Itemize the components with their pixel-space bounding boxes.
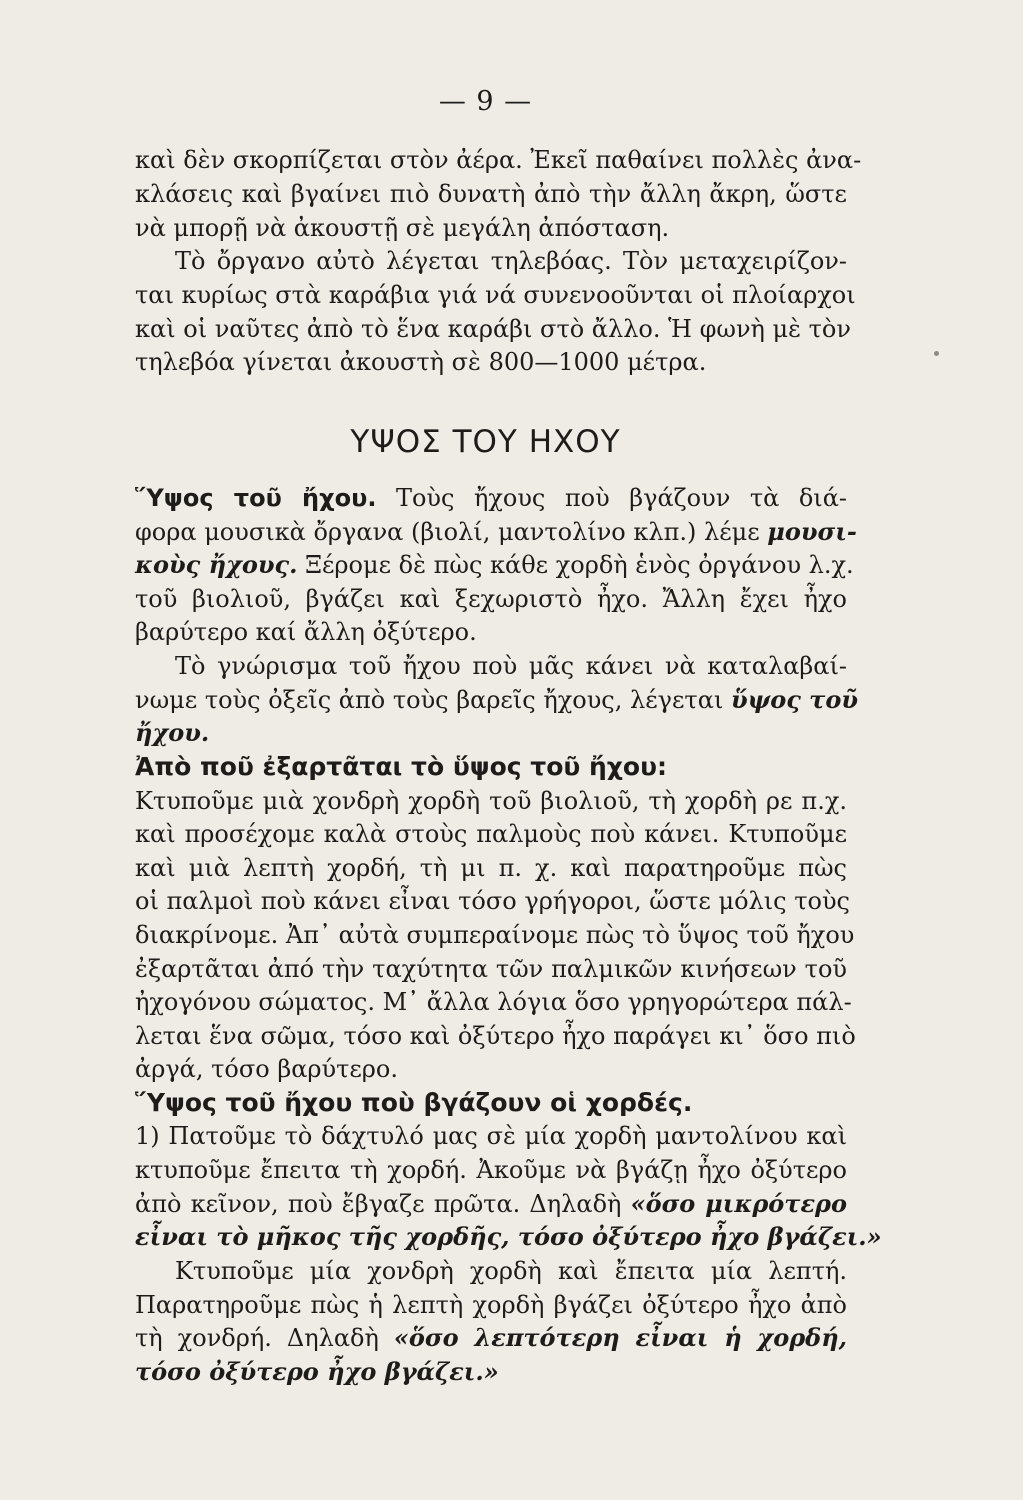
text-line [135, 1323, 847, 1353]
text-line: καὶ προσέχομε καλὰ στοὺς παλμοὺς ποὺ κάνει. Κτυποῦμε [135, 820, 847, 848]
subheading: Ὕψος τοῦ ἤχου. [135, 484, 377, 512]
text-line: ται κυρίως στὰ καράβια γιά νά συνενοοῦνται οἱ πλοίαρχοι [135, 281, 856, 309]
text-line: ἀργά, τόσο βαρύτερο. [135, 1055, 398, 1083]
text-line: βαρύτερο καί ἄλλη ὀξύτερο. [135, 618, 477, 646]
text-span: Τοὺς ἤχους ποὺ βγάζουν τὰ διά- [376, 484, 848, 512]
text-line: διακρίνομε. Ἀπ᾽ αὐτὰ συμπεραίνομε πὼς τὸ ὕψος τοῦ ἤχου [135, 921, 855, 949]
text-line [135, 685, 858, 715]
page-number: — 9 — [438, 86, 533, 117]
emphasis-text: «ὅσο μικρότερο [630, 1189, 847, 1218]
text-line: ἠχογόνου σώματος. Μ᾽ ἄλλα λόγια ὅσο γρηγορώτερα πάλ- [135, 988, 852, 1016]
text-line: Κτυποῦμε μία χονδρὴ χορδὴ καὶ ἔπειτα μία λεπτή. [175, 1257, 847, 1285]
text-line: 1) Πατοῦμε τὸ δάχτυλό μας σὲ μία χορδὴ μαντολίνου καὶ [135, 1122, 847, 1150]
subheading [135, 752, 847, 782]
text-span: ἀπὸ κεῖνον, ποὺ ἔβγαζε πρῶτα. Δηλαδὴ [135, 1190, 631, 1218]
emphasis-text: τόσο ὀξύτερο ἦχο βγάζει.» [135, 1357, 499, 1386]
text-line: κτυποῦμε ἔπειτα τὴ χορδή. Ἀκοῦμε νὰ βγάζῃ ἦχο ὀξύτερο [135, 1156, 847, 1184]
subheading [135, 1088, 847, 1118]
text-line [135, 483, 847, 513]
emphasis-text: εἶναι τὸ μῆκος τῆς χορδῆς, τόσο ὀξύτερο ἦχο βγάζει.» [135, 1222, 882, 1251]
text-span: τὴ χονδρή. Δηλαδὴ [135, 1324, 394, 1352]
text-line: Τὸ γνώρισμα τοῦ ἤχου ποὺ μᾶς κάνει νὰ καταλαβαί- [175, 652, 847, 680]
emphasis-text: κοὺς ἤχους. [135, 550, 298, 579]
text-span: νωμε τοὺς ὀξεῖς ἀπὸ τοὺς βαρεῖς ἤχους, λέγεται [135, 686, 731, 714]
text-span: Ξέρομε δὲ πὼς κάθε χορδὴ ἑνὸς ὀργάνου λ.χ. [297, 551, 854, 579]
text-line: ἐξαρτᾶται ἀπό τὴν ταχύτητα τῶν παλμικῶν κινήσεων τοῦ [135, 955, 847, 983]
text-line: Τὸ ὄργανο αὐτὸ λέγεται τηλεβόας. Τὸν μεταχειρίζον- [175, 247, 847, 275]
text-line [135, 550, 854, 580]
subheading-text: Ἀπὸ ποῦ ἐξαρτᾶται τὸ ὕψος τοῦ ἤχου: [135, 752, 667, 781]
text-line: κλάσεις καὶ βγαίνει πιὸ δυνατὴ ἀπὸ τὴν ἄλλη ἄκρη, ὥστε [135, 180, 847, 208]
emphasis-text: ὕψος τοῦ [730, 685, 858, 714]
text-line: Παρατηροῦμε πὼς ἡ λεπτὴ χορδὴ βγάζει ὀξύτερο ἦχο ἀπὸ [135, 1291, 847, 1319]
text-line: λεται ἕνα σῶμα, τόσο καὶ ὀξύτερο ἦχο παράγει κι᾽ ὅσο πιὸ [135, 1022, 856, 1050]
text-line [135, 1189, 847, 1219]
text-span: φορα μουσικὰ ὄργανα (βιολί, μαντολίνο κλπ.) λέμε [135, 518, 768, 546]
text-line: καὶ μιὰ λεπτὴ χορδή, τὴ μι π. χ. καὶ παρατηροῦμε πὼς [135, 854, 847, 882]
text-line: Κτυποῦμε μιὰ χονδρὴ χορδὴ τοῦ βιολιοῦ, τὴ χορδὴ ρε π.χ. [135, 787, 847, 815]
subheading-text: Ὕψος τοῦ ἤχου ποὺ βγάζουν οἱ χορδές. [135, 1088, 693, 1117]
emphasis-text: ἤχου. [135, 718, 210, 747]
emphasis-text: μουσι- [767, 517, 857, 546]
text-line: νὰ μπορῇ νὰ ἀκουστῇ σὲ μεγάλη ἀπόσταση. [135, 214, 670, 242]
emphasis-text: «ὅσο λεπτότερη εἶναι ἡ χορδή, [393, 1323, 847, 1352]
stray-dot [934, 351, 939, 356]
text-line [135, 517, 857, 547]
text-line: τηλεβόα γίνεται ἀκουστὴ σὲ 800—1000 μέτρα. [135, 348, 707, 376]
section-title: ΥΨΟΣ ΤΟΥ ΗΧΟΥ [350, 424, 621, 460]
text-line: οἱ παλμοὶ ποὺ κάνει εἶναι τόσο γρήγοροι, ὥστε μόλις τοὺς [135, 887, 850, 915]
text-line: καὶ οἱ ναῦτες ἀπὸ τὸ ἕνα καράβι στὸ ἄλλο. Ἡ φωνὴ μὲ τὸν [135, 315, 851, 343]
text-line: τοῦ βιολιοῦ, βγάζει καὶ ξεχωριστὸ ἦχο. Ἄλλη ἔχει ἦχο [135, 585, 847, 613]
text-line: καὶ δὲν σκορπίζεται στὸν ἀέρα. Ἐκεῖ παθαίνει πολλὲς ἀνα- [135, 146, 862, 174]
